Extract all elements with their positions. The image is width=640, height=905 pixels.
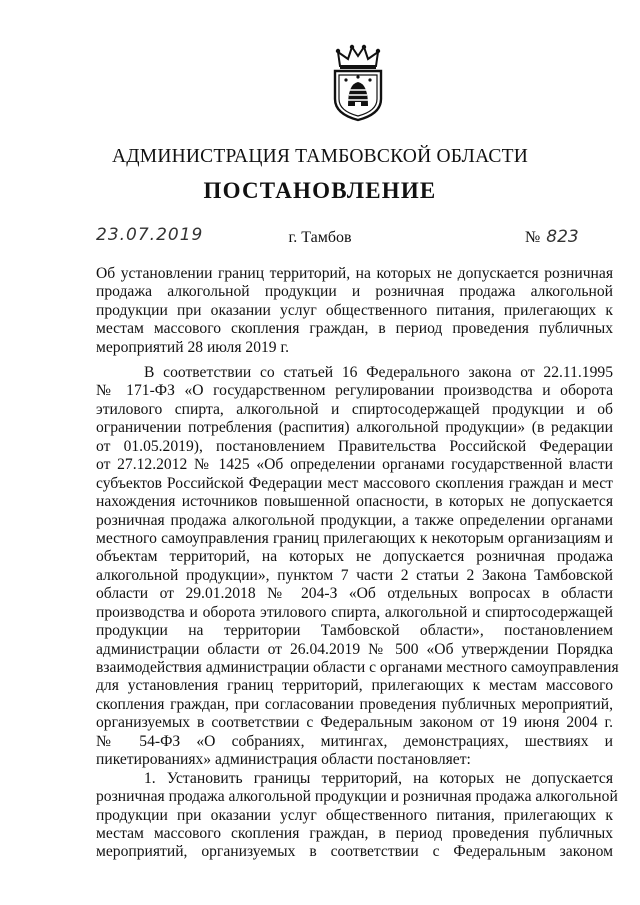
document-body [96,364,619,862]
body-line: продукции при оказании услуг общественного питания, прилегающих к [96,806,613,824]
body-line: розничная продажа алкогольной продукции, а также определении органами [96,511,613,529]
document-number [525,227,579,247]
body-line: этилового спирта, алкогольной и спиртосодержащей продукции и об [96,400,613,418]
body-line: 1. Установить границы территорий, на которых не допускается [144,769,613,787]
body-line: от 27.12.2012 № 1425 «Об определении органами государственной власти [96,456,613,474]
body-line: производства и оборота этилового спирта, алкогольной и спиртосодержащей [96,603,613,621]
body-line: местам массового скопления граждан, в период проведения публичных [96,824,613,842]
document-title [96,266,613,358]
body-line: пикетированиях» администрация области постановляет: [96,751,471,769]
body-line: области от 29.01.2018 № 204-З «Об отдельных вопросах в области [96,585,613,603]
body-line: нахождения источников повышенной опасности, в которых не допускается [96,493,613,511]
body-line: взаимодействия администрации области с органами местного самоуправления [96,659,619,676]
number-sign: № [525,229,541,246]
title-line: местам массового скопления граждан, в период проведения публичных [96,320,613,338]
body-line: розничная продажа алкогольной продукции и розничная продажа алкогольной [96,788,618,806]
body-line: В соответствии со статьей 16 Федерального закона от 22.11.1995 [144,364,613,381]
document-type: ПОСТАНОВЛЕНИЕ [203,178,437,203]
organization-name: АДМИНИСТРАЦИЯ ТАМБОВСКОЙ ОБЛАСТИ [112,146,528,167]
body-line: от 01.05.2019), постановлением Правительства Российской Федерации [96,437,613,455]
body-line: продукции на территории Тамбовской области», постановлением [96,622,613,640]
title-line: продукции при оказании услуг общественного питания, прилегающих к [96,301,613,319]
body-line: мероприятий, организуемых в соответствии с Федеральным законом [96,843,613,861]
number-value: 823 [546,227,579,247]
body-line: скопления граждан, при согласовании проведения публичных мероприятий, [96,695,613,713]
body-line: местного самоуправления границ прилегающих к некоторым организациям и [96,529,613,547]
document-date: 23.07.2019 [96,225,204,245]
body-line: № 54-ФЗ «О собраниях, митингах, демонстрациях, шествиях и [96,732,613,750]
title-line: продажа алкогольной продукции и розничная продажа алкогольной [96,283,613,301]
title-line: Об установлении границ территорий, на которых не допускается розничная [96,265,613,282]
body-line: организуемых в соответствии с Федеральным законом от 19 июня 2004 г. [96,714,613,732]
body-line: субъектов Российской Федерации мест массового скопления граждан и мест [96,474,613,492]
title-line: мероприятий 28 июля 2019 г. [96,338,290,356]
body-line: ограничении потребления (распития) алкогольной продукции» (в редакции [96,419,613,437]
body-line: объектам территорий, на которых не допускается розничная продажа [96,548,613,566]
body-line: № 171-ФЗ «О государственном регулировании производства и оборота [96,382,613,400]
body-line: для установления границ территорий, прилегающих к местам массового [96,677,613,695]
body-line: администрации области от 26.04.2019 № 500 «Об утверждении Порядка [96,640,613,658]
coat-of-arms-icon [328,44,388,122]
body-line: алкогольной продукции», пунктом 7 части 2 статьи 2 Закона Тамбовской [96,566,613,584]
document-city: г. Тамбов [288,229,352,246]
